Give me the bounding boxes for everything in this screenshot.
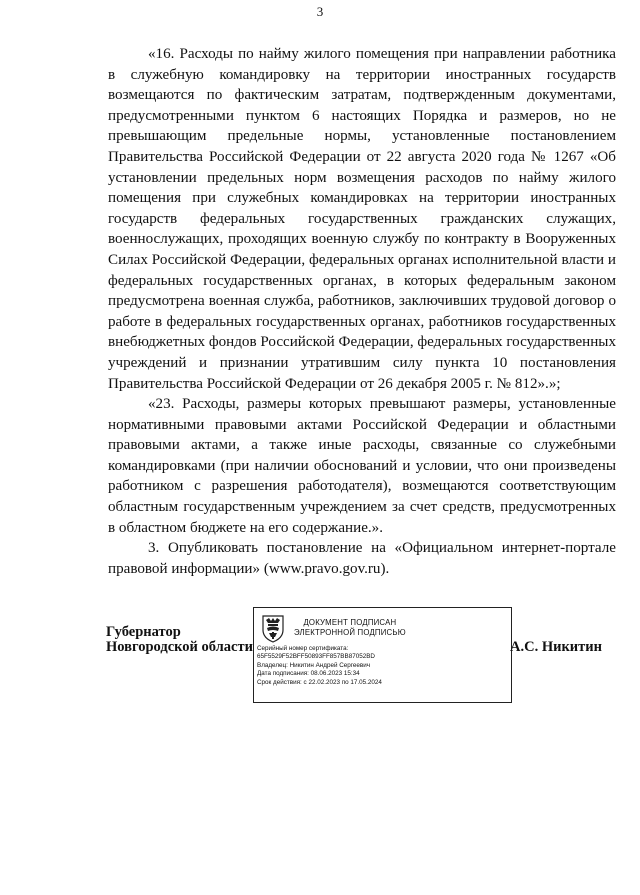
signatory-title — [106, 625, 253, 655]
stamp-owner: Владелец: Никитин Андрей Сергеевич — [257, 661, 371, 669]
paragraph-clause-16: «16. Расходы по найму жилого помещения при направлении работника в служебную командировку на территории иностранных государств возмещаются по фактическим затратам, подтвержденным документами, предусмотренными пунктом 6 настоящих Порядка и размеров, но не превышающим предельные нормы, установленные постановлением Правительства Российской Федерации от 22 августа 2020 года № 1267 «Об установлении предельных норм возмещения расходов по найму жилого помещения при служебных командировках на территории иностранных государств федеральных государственных гражданских служащих, военнослужащих, проходящих военную службу по контракту в Вооруженных Силах Российской Федерации, федеральных органах исполнительной власти и федеральных государственных органах, в которых федеральным законом предусмотрена военная служба, работников, заключивших трудовой договор о работе в федеральных государственных органах, работников государственных внебюджетных фондов Российской Федерации, федеральных государственных учреждений и признании утратившим силу пункта 10 постановления Правительства Российской Федерации от 26 декабря 2005 г. № 812».»; — [108, 46, 616, 392]
stamp-signed-date: Дата подписания: 08.06.2023 15:34 — [257, 670, 360, 678]
signatory-name: А.С. Никитин — [510, 639, 602, 655]
stamp-serial-label: Серийный номер сертификата: — [257, 645, 349, 652]
signatory-title-line2: Новгородской области — [106, 639, 253, 655]
paragraph-publication: 3. Опубликовать постановление на «Официальном интернет-портале правовой информации» (www.pravo.gov.ru). — [108, 540, 616, 577]
signatory-title-line1: Губернатор — [106, 624, 181, 640]
paragraph-clause-23: «23. Расходы, размеры которых превышают размеры, установленные нормативными правовыми актами Российской Федерации и областными правовыми актами, а также иные расходы, связанные со служебными командировками (при наличии обоснований и условии, что они произведены работником с разрешения работодателя), возмещаются соответствующим областным государственным учреждением за счет средств, предусмотренных в областном бюджете на его содержание.». — [108, 396, 616, 536]
coat-of-arms-icon — [260, 613, 286, 643]
stamp-validity: Срок действия: с 22.02.2023 по 17.05.2024 — [257, 678, 382, 686]
page-number: 3 — [316, 4, 324, 19]
stamp-header — [294, 618, 406, 638]
document-body — [108, 44, 616, 579]
stamp-serial-value: 65F5529F52BFF50893FF857BB87052BD — [257, 653, 375, 661]
stamp-header-line2: ЭЛЕКТРОННОЙ ПОДПИСЬЮ — [294, 628, 406, 637]
stamp-details — [257, 645, 382, 687]
stamp-header-line1: ДОКУМЕНТ ПОДПИСАН — [303, 618, 397, 627]
signature-block — [106, 607, 626, 707]
electronic-signature-stamp — [253, 607, 512, 703]
